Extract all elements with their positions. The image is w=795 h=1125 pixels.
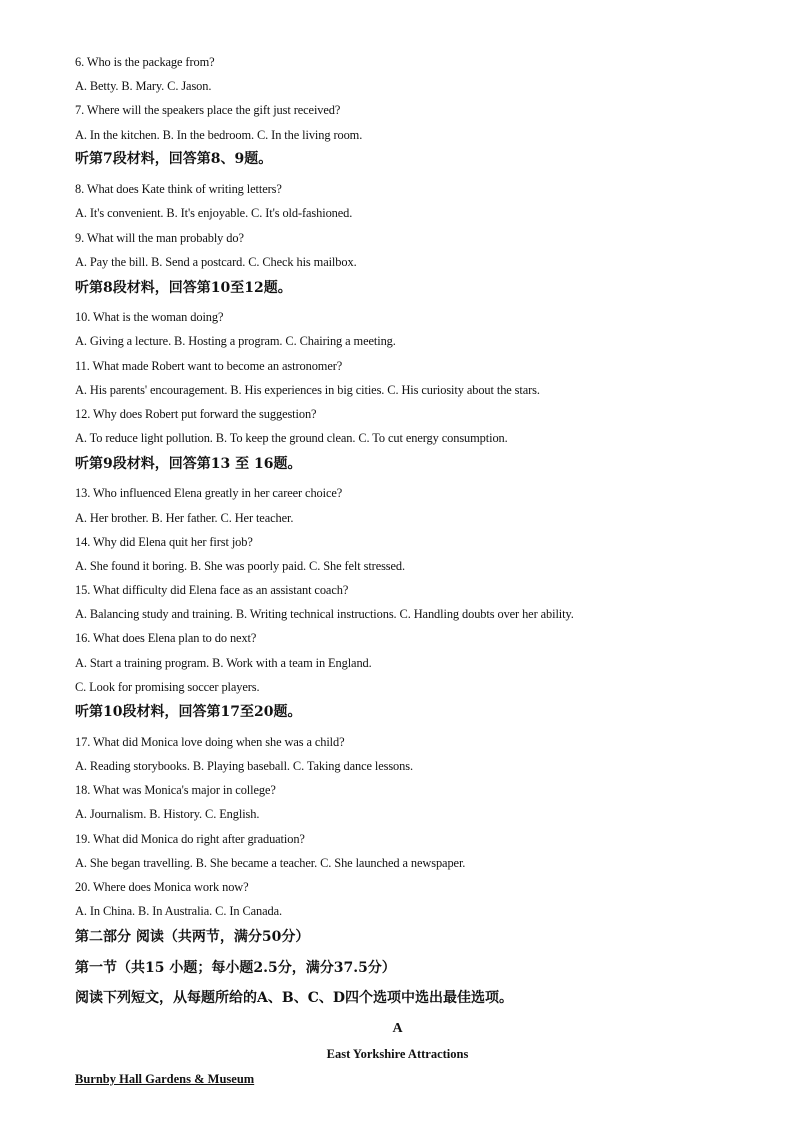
section-heading-8: 听第8段材料，回答第10至12题。 <box>75 280 292 296</box>
options-16-c: C. Look for promising soccer players. <box>75 680 260 694</box>
question-14: 14. Why did Elena quit her first job? <box>75 535 253 549</box>
options-6: A. Betty. B. Mary. C. Jason. <box>75 79 212 93</box>
options-13: A. Her brother. B. Her father. C. Her teacher. <box>75 511 294 525</box>
options-11: A. His parents' encouragement. B. His experiences in big cities. C. His curiosity about the stars. <box>75 383 540 397</box>
question-16: 16. What does Elena plan to do next? <box>75 631 257 645</box>
options-18: A. Journalism. B. History. C. English. <box>75 807 260 821</box>
part-two-heading: 第二部分 阅读（共两节，满分50分） <box>75 929 310 945</box>
section-one-heading: 第一节（共15 小题；每小题2.5分，满分37.5分） <box>75 960 396 976</box>
options-15: A. Balancing study and training. B. Writing technical instructions. C. Handling doubts over her ability. <box>75 607 574 621</box>
options-14: A. She found it boring. B. She was poorly paid. C. She felt stressed. <box>75 559 406 573</box>
question-15: 15. What difficulty did Elena face as an assistant coach? <box>75 583 349 597</box>
options-10: A. Giving a lecture. B. Hosting a program. C. Chairing a meeting. <box>75 334 396 348</box>
question-7: 7. Where will the speakers place the gift just received? <box>75 103 341 117</box>
question-18: 18. What was Monica's major in college? <box>75 783 276 797</box>
question-6: 6. Who is the package from? <box>75 55 215 69</box>
question-12: 12. Why does Robert put forward the suggestion? <box>75 407 317 421</box>
passage-subtitle: Burnby Hall Gardens & Museum <box>75 1072 255 1086</box>
options-9: A. Pay the bill. B. Send a postcard. C. Check his mailbox. <box>75 255 357 269</box>
options-19: A. She began travelling. B. She became a teacher. C. She launched a newspaper. <box>75 856 466 870</box>
passage-letter: A <box>392 1021 403 1036</box>
options-17: A. Reading storybooks. B. Playing baseball. C. Taking dance lessons. <box>75 759 413 773</box>
reading-instructions: 阅读下列短文，从每题所给的A、B、C、D四个选项中选出最佳选项。 <box>75 990 513 1006</box>
question-17: 17. What did Monica love doing when she was a child? <box>75 735 345 749</box>
options-7: A. In the kitchen. B. In the bedroom. C. In the living room. <box>75 128 363 142</box>
section-heading-7: 听第7段材料，回答第8、9题。 <box>75 151 273 167</box>
question-9: 9. What will the man probably do? <box>75 231 244 245</box>
section-heading-10: 听第10段材料，回答第17至20题。 <box>75 704 302 720</box>
question-19: 19. What did Monica do right after graduation? <box>75 832 305 846</box>
question-10: 10. What is the woman doing? <box>75 310 224 324</box>
options-12: A. To reduce light pollution. B. To keep the ground clean. C. To cut energy consumption. <box>75 431 508 445</box>
options-20: A. In China. B. In Australia. C. In Canada. <box>75 904 282 918</box>
question-11: 11. What made Robert want to become an astronomer? <box>75 359 343 373</box>
question-20: 20. Where does Monica work now? <box>75 880 249 894</box>
options-8: A. It's convenient. B. It's enjoyable. C. It's old-fashioned. <box>75 206 353 220</box>
passage-title: East Yorkshire Attractions <box>326 1047 469 1061</box>
question-8: 8. What does Kate think of writing letters? <box>75 182 282 196</box>
question-13: 13. Who influenced Elena greatly in her career choice? <box>75 486 343 500</box>
section-heading-9: 听第9段材料，回答第13 至 16题。 <box>75 456 302 472</box>
options-16-ab: A. Start a training program. B. Work with a team in England. <box>75 656 372 670</box>
